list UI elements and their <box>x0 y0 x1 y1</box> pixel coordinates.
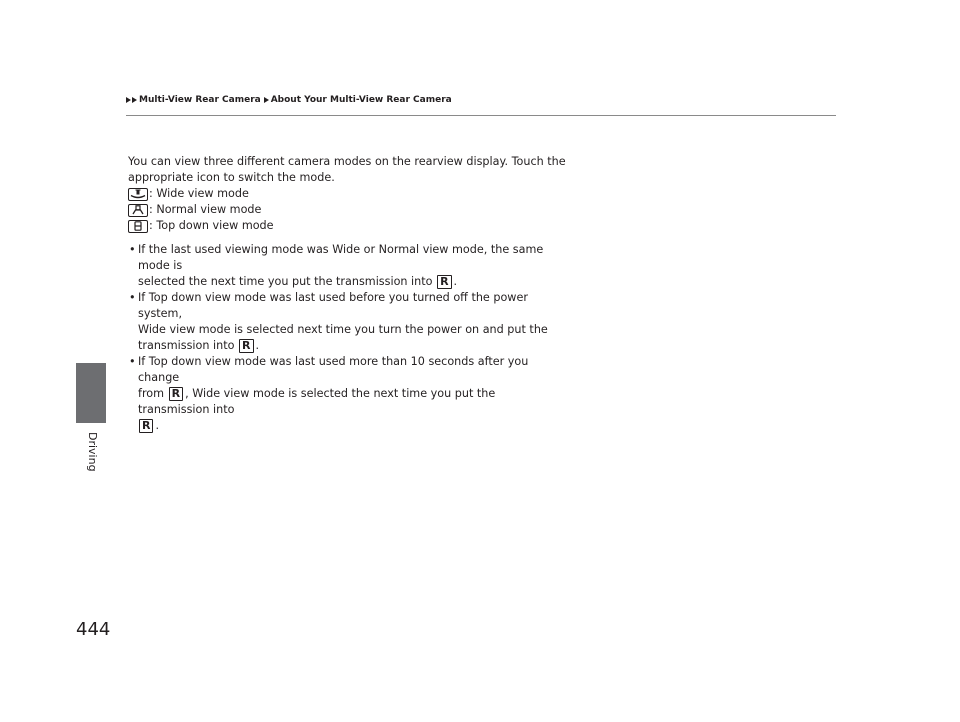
breadcrumb <box>126 95 452 105</box>
mode-top-down <box>128 218 568 234</box>
bullet-text-line <box>138 418 568 434</box>
bullet-dot: • <box>129 243 136 256</box>
bullet-text-line <box>138 338 568 354</box>
header-divider <box>126 115 836 116</box>
list-item <box>128 242 568 290</box>
breadcrumb-arrow-icon <box>132 97 137 103</box>
bullet-text: . <box>255 339 260 352</box>
intro-line: You can view three different camera modes on the rearview display. Touch the <box>128 155 566 168</box>
main-content <box>128 154 568 434</box>
mode-label: : Wide view mode <box>149 187 249 200</box>
bullet-text-line: If Top down view mode was last used before you turned off the power system, <box>138 291 528 320</box>
bullet-text-line: If the last used viewing mode was Wide or Normal view mode, the same mode is <box>138 243 544 272</box>
bullet-text-line <box>138 274 568 290</box>
bullet-dot: • <box>129 355 136 368</box>
mode-wide <box>128 186 568 202</box>
bullet-text-line: Wide view mode is selected next time you turn the power on and put the <box>138 323 548 336</box>
wide-view-icon <box>128 188 148 201</box>
breadcrumb-link-multi-view-rear-camera[interactable]: Multi-View Rear Camera <box>139 95 261 105</box>
bullet-text: . <box>155 419 160 432</box>
bullet-dot: • <box>129 291 136 304</box>
list-item <box>128 354 568 434</box>
reverse-gear-key: R <box>169 387 183 401</box>
reverse-gear-key: R <box>239 339 253 353</box>
intro-line: appropriate icon to switch the mode. <box>128 171 335 184</box>
bullet-text-line: If Top down view mode was last used more than 10 seconds after you change <box>138 355 529 384</box>
bullet-text: , Wide view mode is selected the next time you put the transmission into <box>138 387 496 416</box>
reverse-gear-key: R <box>437 275 451 289</box>
bullet-text: selected the next time you put the transmission into <box>138 275 433 288</box>
page-number: 444 <box>76 619 111 640</box>
bullet-text: . <box>453 275 458 288</box>
chapter-label: Driving <box>86 432 99 472</box>
bullet-text: transmission into <box>138 339 235 352</box>
chapter-tab[interactable] <box>76 363 106 423</box>
mode-label: : Top down view mode <box>149 219 274 232</box>
reverse-gear-key: R <box>139 419 153 433</box>
bullet-text: from <box>138 387 165 400</box>
list-item <box>128 290 568 354</box>
normal-view-icon <box>128 204 148 217</box>
bullet-text-line <box>138 386 568 418</box>
mode-normal <box>128 202 568 218</box>
breadcrumb-arrow-icon <box>126 97 131 103</box>
breadcrumb-arrow-icon <box>264 97 269 103</box>
top-down-view-icon <box>128 220 148 233</box>
bullet-list <box>128 242 568 434</box>
breadcrumb-current-page: About Your Multi-View Rear Camera <box>270 95 452 105</box>
mode-label: : Normal view mode <box>149 203 262 216</box>
